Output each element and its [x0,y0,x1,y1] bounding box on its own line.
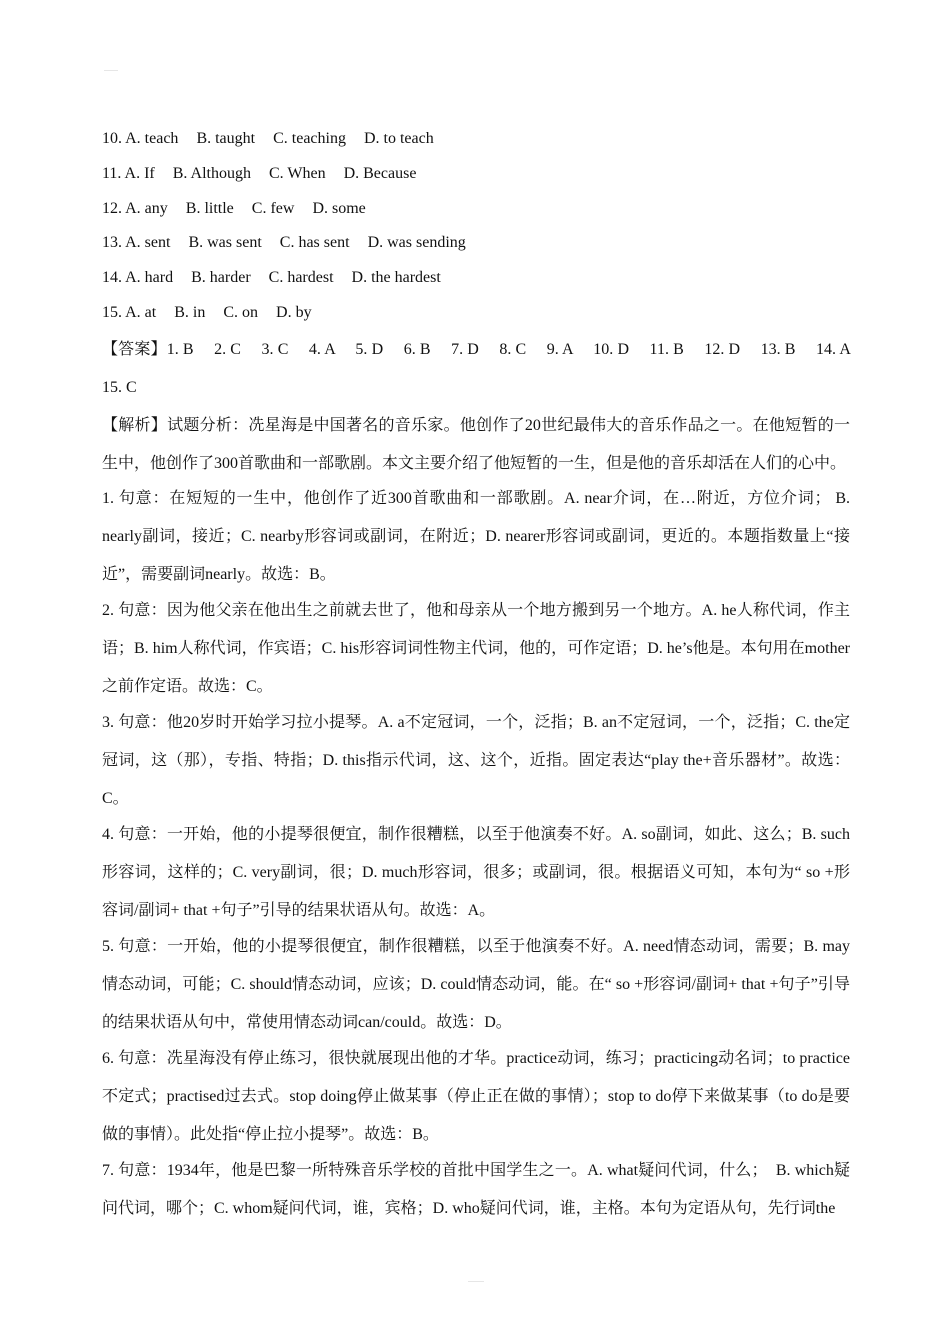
option-a: A. hard [125,269,174,287]
option-list [102,122,850,331]
document-content [102,122,871,1226]
option-d: D. by [276,303,312,321]
question-number: 10. [102,130,122,147]
explanation-item-4: 4. 句意：一开始，他的小提琴很便宜，制作很糟糕，以至于他演奏不好。A. so副词，如此、这么；B. such形容词，这样的；C. very副词，很；D. much形容词，很多；或副词，很。根据语义可知，本句为“ so +形容词/副词+ that +句子”引导的结果状语从句。故选：A。 [102,825,850,919]
option-c: C. When [268,164,326,182]
header-mark [104,70,118,71]
option-a: A. If [124,164,155,182]
option-row-13 [102,226,850,261]
option-d: D. to teach [363,130,434,147]
option-c: C. teaching [273,130,346,147]
analysis-summary [102,407,850,483]
option-c: C. on [223,303,259,321]
explanation-item-7: 7. 句意：1934年，他是巴黎一所特殊音乐学校的首批中国学生之一。A. what疑问代词，什么； B. which疑问代词，哪个；C. whom疑问代词，谁，宾格；D. who疑问代词，谁，主格。本句为定语从句，先行词the [102,1161,850,1217]
analysis-label: 【解析】 [102,416,168,434]
question-number: 13. [102,234,122,252]
explanation-item-3: 3. 句意：他20岁时开始学习拉小提琴。A. a不定冠词，一个，泛指；B. an不定冠词，一个，泛指；C. the定冠词，这（那），专指、特指；D. this指示代词，这、这个，近指。固定表达“play the+音乐器材”。故选：C。 [102,713,850,807]
answer-label: 【答案】 [102,340,167,358]
option-b: B. taught [196,130,256,147]
option-b: B. Although [172,164,251,182]
option-row-14 [102,261,850,296]
option-d: D. Because [343,164,417,182]
explanation-item-1: 1. 句意：在短短的一生中，他创作了近300首歌曲和一部歌剧。A. near介词，在…附近，方位介词； B. nearly副词，接近；C. nearby形容词或副词，在附近；D. nearer形容词或副词，更近的。本题指数量上“接近”，需要副词nearly。故选：B。 [102,489,850,583]
option-b: B. was sent [188,234,262,252]
explanation-item-5: 5. 句意：一开始，他的小提琴很便宜，制作很糟糕，以至于他演奏不好。A. need情态动词，需要；B. may情态动词，可能；C. should情态动词，应该；D. could情态动词，能。在“ so +形容词/副词+ that +句子”引导的结果状语从句中，常使用情态动词can/could。故选：D。 [102,937,850,1031]
option-b: B. little [185,199,234,217]
answer-key [102,331,871,407]
analysis-text: 试题分析：冼星海是中国著名的音乐家。他创作了20世纪最伟大的音乐作品之一。在他短暂的一生中，他创作了300首歌曲和一部歌剧。本文主要介绍了他短暂的一生，但是他的音乐却活在人们的心中。 [102,416,850,472]
option-d: D. the hardest [351,269,441,287]
option-row-10 [102,122,850,157]
option-a: A. sent [125,234,171,252]
question-number: 12. [102,199,122,217]
option-c: C. few [251,199,295,217]
option-b: B. harder [191,269,251,287]
option-row-12 [102,192,850,227]
option-d: D. was sending [367,234,466,252]
option-d: D. some [312,199,366,217]
question-number: 11. [102,164,122,182]
explanation-item-2: 2. 句意：因为他父亲在他出生之前就去世了，他和母亲从一个地方搬到另一个地方。A. he人称代词，作主语；B. him人称代词，作宾语；C. his形容词词性物主代词，他的，可作定语；D. he’s他是。本句用在mother之前作定语。故选：C。 [102,601,850,695]
footer-mark [468,1281,484,1282]
option-row-11 [102,157,850,192]
option-row-15 [102,296,850,331]
explanation-item-6: 6. 句意：冼星海没有停止练习，很快就展现出他的才华。practice动词，练习；practicing动名词；to practice不定式；practised过去式。stop doing停止做某事（停止正在做的事情）；stop to do停下来做某事（to do是要做的事情）。此处指“停止拉小提琴”。故选：B。 [102,1049,850,1143]
option-a: A. at [125,303,157,321]
option-a: A. any [125,199,168,217]
option-c: C. has sent [279,234,350,252]
option-b: B. in [174,303,206,321]
explanation-list [102,480,850,1228]
answer-text: 1. B 2. C 3. C 4. A 5. D 6. B 7. D 8. C 9. A 10. D 11. B 12. D 13. B 14. A 15. C [102,340,871,396]
option-c: C. hardest [268,269,334,287]
question-number: 15. [102,303,122,321]
question-number: 14. [102,269,122,287]
option-a: A. teach [125,130,179,147]
